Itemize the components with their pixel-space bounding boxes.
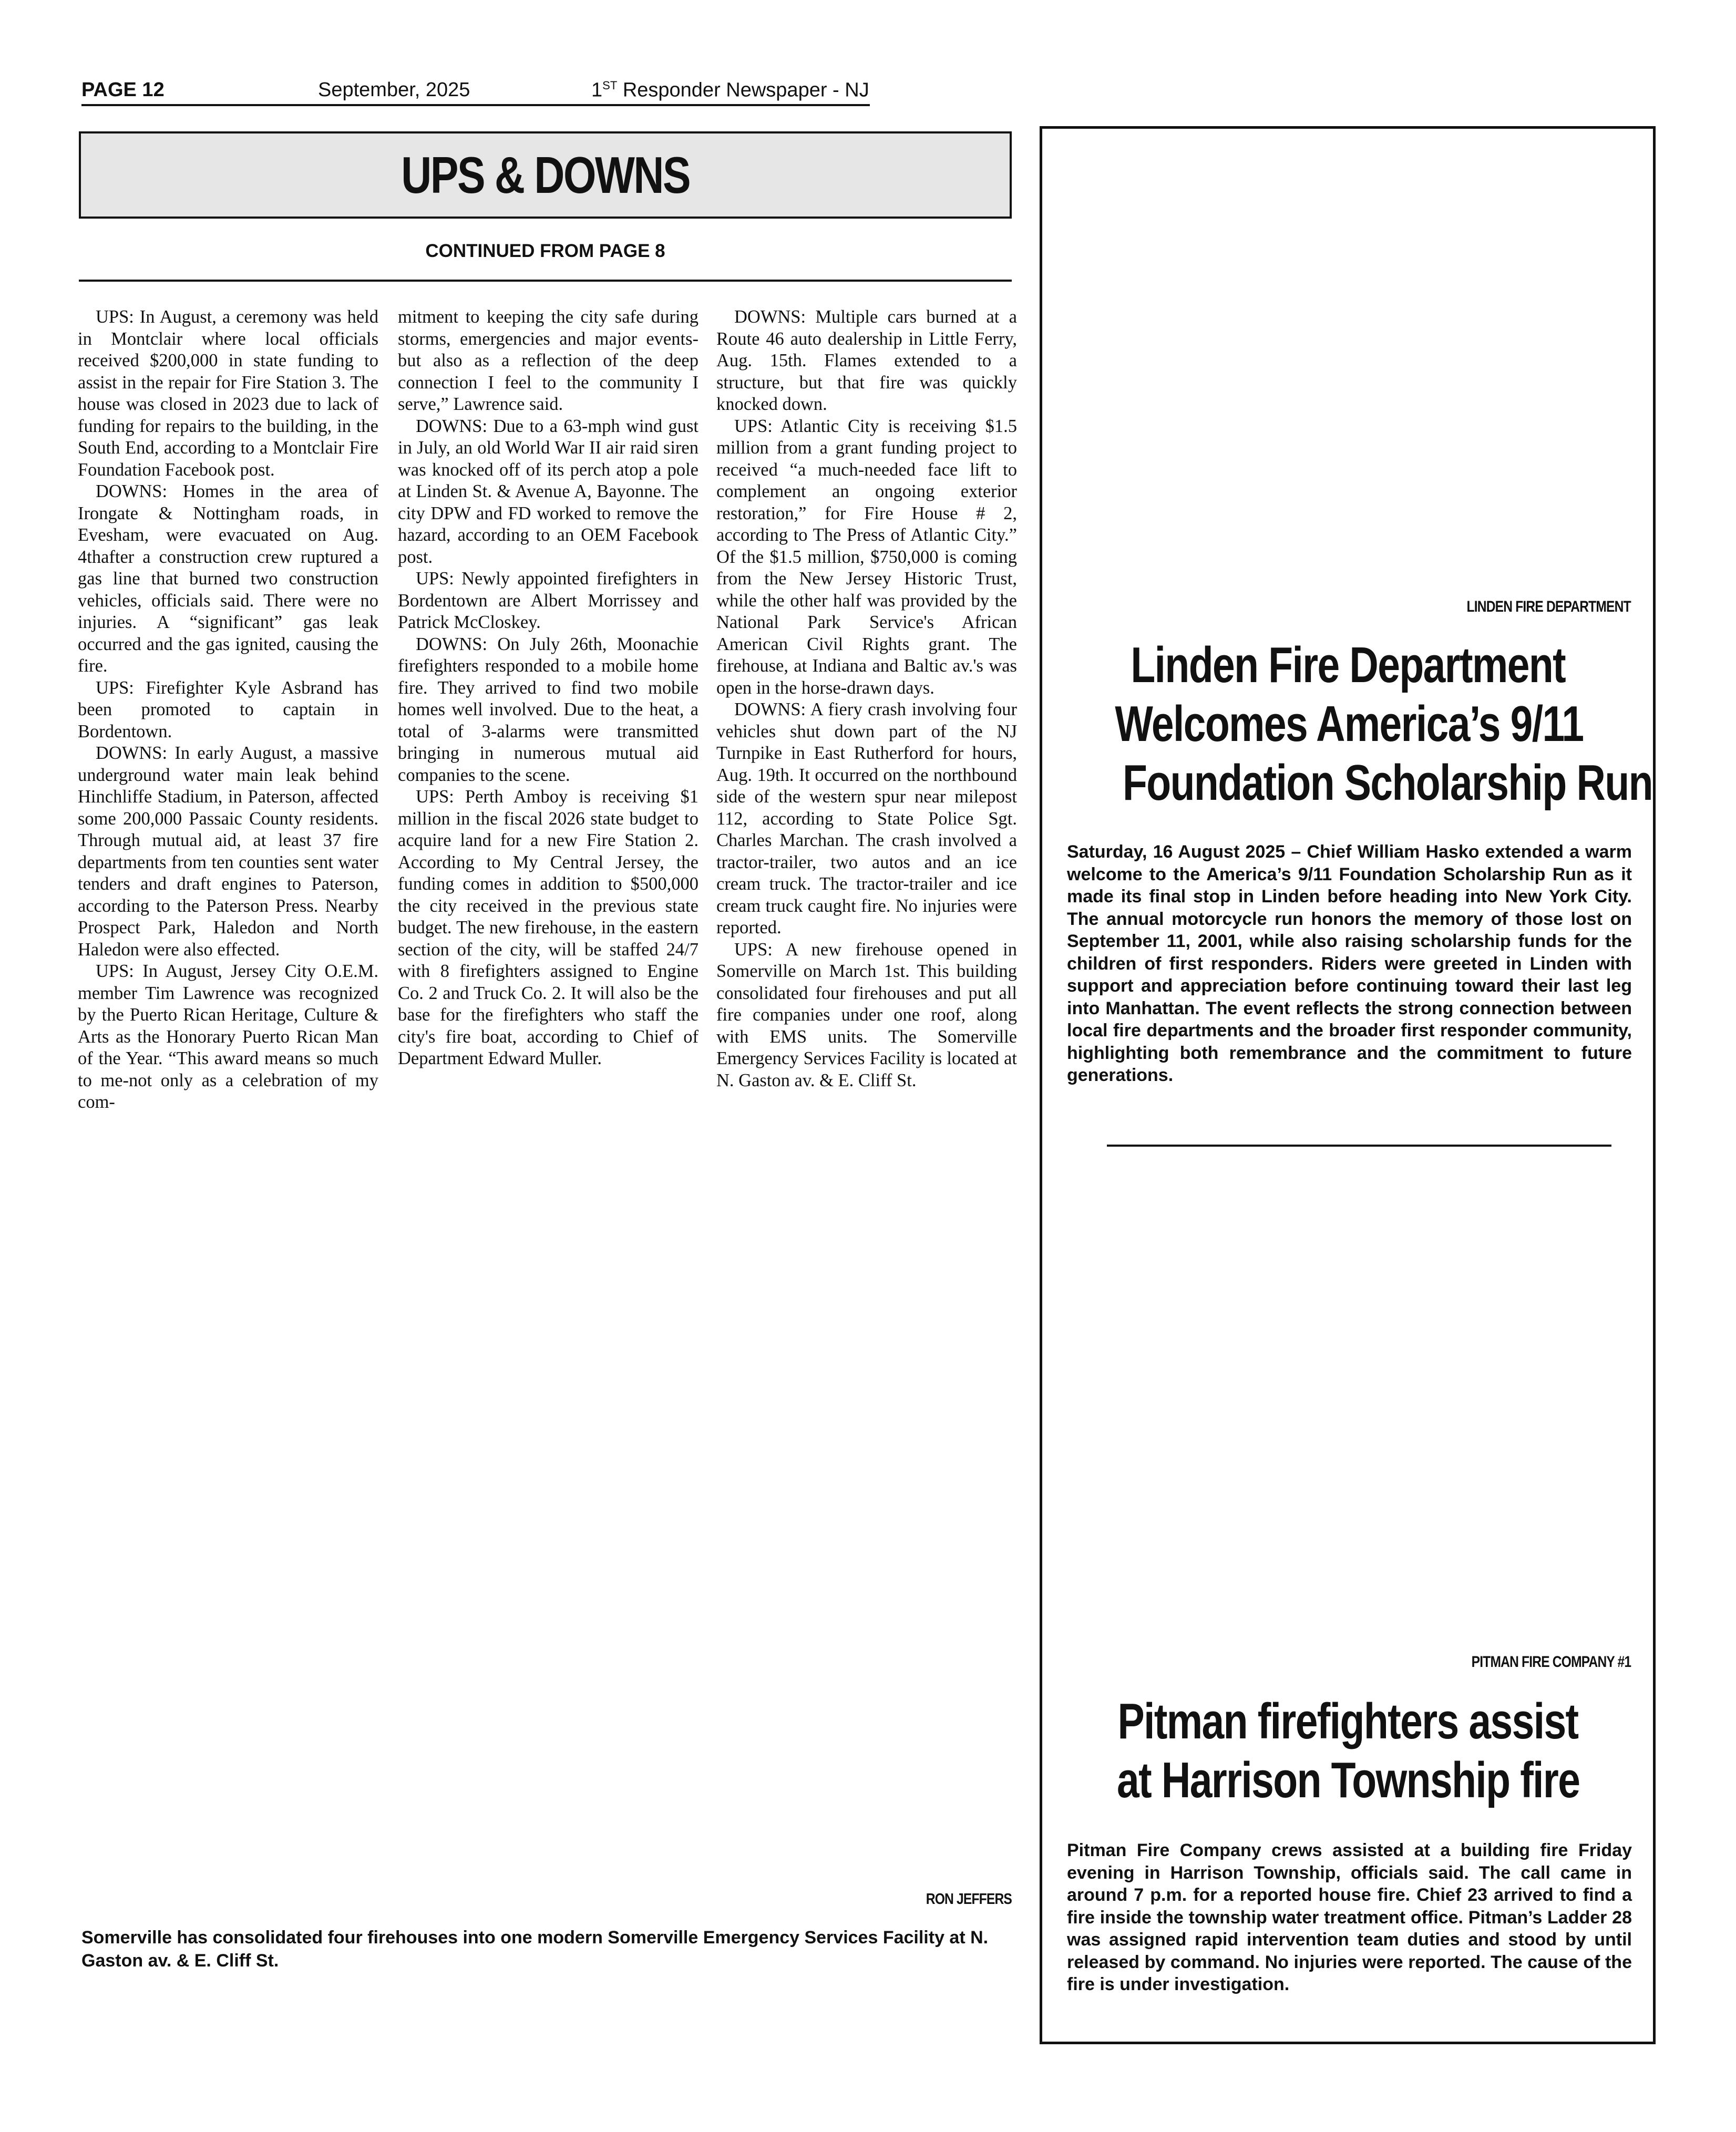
article-1-headline	[1056, 636, 1652, 812]
paragraph: UPS: Newly appointed firefighters in Bordentown are Albert Morrissey and Patrick McCloskey.	[398, 569, 698, 632]
photo-caption: Somerville has consolidated four firehouses into one modern Somerville Emergency Services Facility at N. Gaston av. & E. Cliff St.	[81, 1928, 989, 1971]
paragraph: UPS: In August, Jersey City O.E.M. member Tim Lawrence was recognized by the Puerto Rican Heritage, Culture & Arts as the Honorary Puerto Rican Man of the Year. “This award means so much to me-not only as a celebration of my com-	[78, 961, 378, 1112]
headline-line: Welcomes America’s 9/11	[1115, 696, 1584, 752]
headline-line: Foundation Scholarship Run	[1122, 755, 1652, 811]
article-2-kicker: PITMAN FIRE COMPANY #1	[1471, 1653, 1631, 1671]
headline-line: Linden Fire Department	[1131, 637, 1566, 693]
column-3	[716, 306, 1017, 1091]
column-2	[398, 306, 698, 1070]
paragraph: DOWNS: Homes in the area of Irongate & Nottingham roads, in Evesham, were evacuated on Aug. 4thafter a construction crew ruptured a gas line that burned two construction vehicles, officials said. There were no injuries. A “significant” gas leak occurred and the gas ignited, causing the fire.	[78, 481, 378, 676]
issue-date: September, 2025	[318, 79, 470, 101]
section-title: UPS & DOWNS	[401, 146, 690, 204]
section-banner	[79, 131, 1012, 219]
article-1-kicker: LINDEN FIRE DEPARTMENT	[1466, 598, 1631, 615]
header-rule	[81, 104, 870, 106]
paragraph: DOWNS: Multiple cars burned at a Route 46 auto dealership in Little Ferry, Aug. 15th. Flames extended to a structure, but that fire was quickly knocked down.	[716, 307, 1017, 414]
page-number: PAGE 12	[81, 79, 165, 101]
paragraph: UPS: Perth Amboy is receiving $1 million in the fiscal 2026 state budget to acquire land for a new Fire Station 2. According to My Central Jersey, the funding comes in addition to $500,000 the city received in the previous state budget. The new firehouse, in the eastern section of the city, will be staffed 24/7 with 8 firefighters assigned to Engine Co. 2 and Truck Co. 2. It will also be the base for the firefighters who staff the city's fire boat, according to Chief of Department Edward Muller.	[398, 787, 698, 1068]
headline-line: Pitman firefighters assist	[1117, 1693, 1579, 1749]
paragraph: UPS: Atlantic City is receiving $1.5 million from a grant funding project to received “a much-needed face lift to complement an ongoing exterior restoration,” for Fire House # 2, according to The Press of Atlantic City.” Of the $1.5 million, $750,000 is coming from the New Jersey Historic Trust, while the other half was provided by the National Park Service's African American Civil Rights grant. The firehouse, at Indiana and Baltic av.'s was open in the horse-drawn days.	[716, 416, 1017, 698]
section-rule	[79, 280, 1012, 282]
article-divider	[1107, 1145, 1611, 1147]
paragraph: UPS: Firefighter Kyle Asbrand has been promoted to captain in Bordentown.	[78, 677, 378, 741]
paragraph: DOWNS: A fiery crash involving four vehicles shut down part of the NJ Turnpike in East Rutherford for hours, Aug. 19th. It occurred on the northbound side of the western spur near milepost 112, according to State Police Sgt. Charles Marchan. The crash involved a tractor-trailer, two autos and an ice cream truck. The tractor-trailer and ice cream truck caught fire. No injuries were reported.	[716, 699, 1017, 938]
paragraph: UPS: In August, a ceremony was held in Montclair where local officials received $200,000 in state funding to assist in the repair for Fire Station 3. The house was closed in 2023 due to lack of funding for repairs to the building, in the South End, according to a Montclair Fire Foundation Facebook post.	[78, 307, 378, 480]
paragraph-continued: mitment to keeping the city safe during storms, emergencies and major events-but also as a reflection of the deep connection I feel to the community I serve,” Lawrence said.	[398, 307, 698, 414]
newspaper-name-text: Responder Newspaper - NJ	[617, 79, 869, 101]
column-1	[78, 306, 378, 1114]
newspaper-name-prefix: 1	[591, 79, 603, 101]
article-2-headline	[1056, 1692, 1640, 1810]
newspaper-name-sup: ST	[602, 79, 618, 92]
paragraph: DOWNS: In early August, a massive underground water main leak behind Hinchliffe Stadium, in Paterson, affected some 200,000 Passaic County residents. Through mutual aid, at least 37 fire departments from ten counties sent water tenders and draft engines to Paterson, according to the Paterson Press. Nearby Prospect Park, Haledon and North Haledon were also effected.	[78, 743, 378, 960]
article-1-body: Saturday, 16 August 2025 – Chief William Hasko extended a warm welcome to the America’s 9/11 Foundation Scholarship Run as it made its final stop in Linden before heading into New York City. The annual motorcycle run honors the memory of those lost on September 11, 2001, while also raising scholarship funds for the children of first responders. Riders were greeted in Linden with support and appreciation before continuing toward their last leg into Manhattan. The event reflects the strong connection between local fire departments and the broader first responder community, highlighting both remembrance and the commitment to future generations.	[1067, 842, 1632, 1085]
paragraph: DOWNS: On July 26th, Moonachie firefighters responded to a mobile home fire. They arrived to find two mobile homes well involved. Due to the heat, a total of 3-alarms were transmitted bringing in numerous mutual aid companies to the scene.	[398, 634, 698, 785]
photo-credit: RON JEFFERS	[926, 1891, 1012, 1908]
newspaper-name	[591, 79, 869, 102]
article-2-body: Pitman Fire Company crews assisted at a building fire Friday evening in Harrison Township, officials said. The call came in around 7 p.m. for a reported house fire. Chief 23 arrived to find a fire inside the township water treatment office. Pitman’s Ladder 28 was assigned rapid intervention team duties and stood by until released by command. No injuries were reported. The cause of the fire is under investigation.	[1067, 1840, 1632, 1994]
continued-note: CONTINUED FROM PAGE 8	[425, 241, 665, 261]
paragraph: UPS: A new firehouse opened in Somerville on March 1st. This building consolidated four firehouses and put all fire companies under one roof, along with EMS units. The Somerville Emergency Services Facility is located at N. Gaston av. & E. Cliff St.	[716, 939, 1017, 1090]
headline-line: at Harrison Township fire	[1116, 1752, 1580, 1808]
paragraph: DOWNS: Due to a 63-mph wind gust in July, an old World War II air raid siren was knocked off of its perch atop a pole at Linden St. & Avenue A, Bayonne. The city DPW and FD worked to remove the hazard, according to an OEM Facebook post.	[398, 416, 698, 567]
